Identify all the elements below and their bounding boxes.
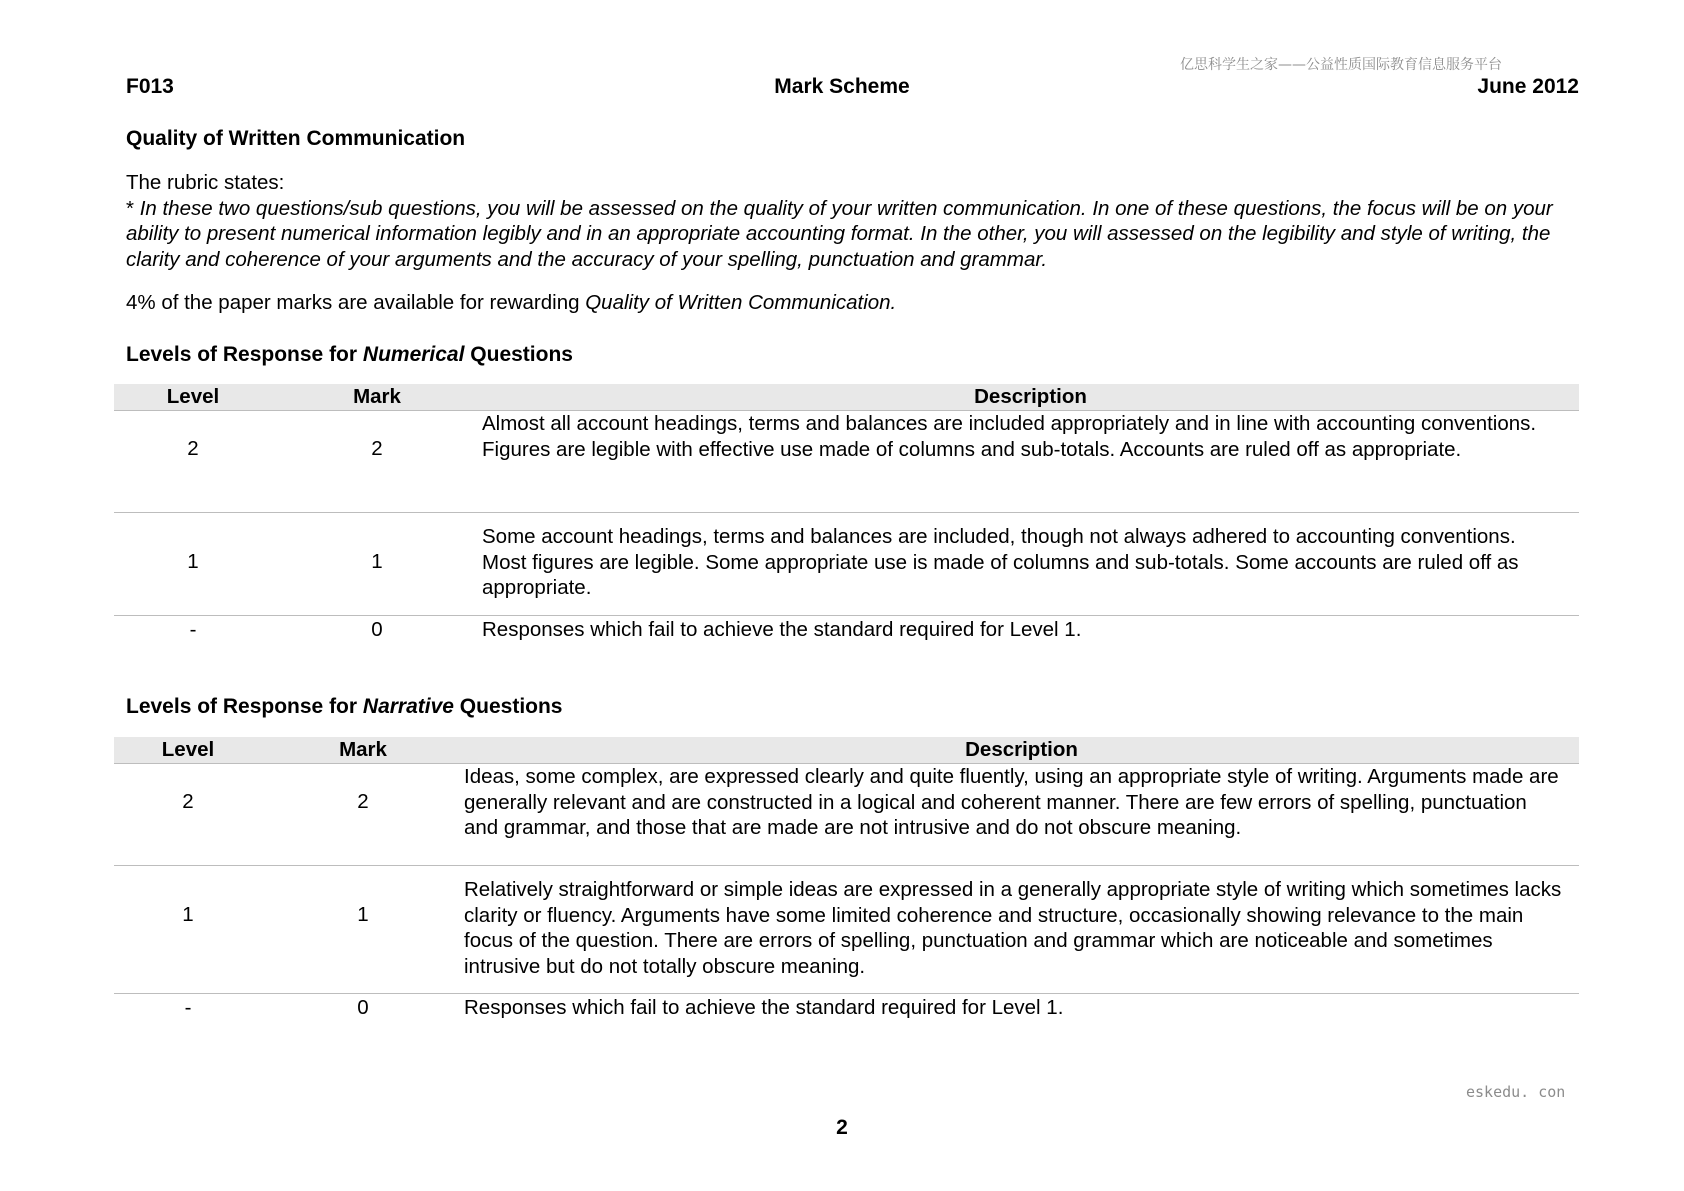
narrative-title-before: Levels of Response for xyxy=(126,695,363,718)
table-header-row xyxy=(114,384,1579,411)
level-cell: 1 xyxy=(114,866,262,994)
watermark-bottom: eskedu. con xyxy=(1466,1083,1566,1101)
numerical-title-before: Levels of Response for xyxy=(126,343,363,366)
rubric-paragraph xyxy=(126,170,1566,272)
numerical-title-after: Questions xyxy=(464,343,573,366)
col-header-mark: Mark xyxy=(272,384,482,411)
mark-cell: 2 xyxy=(272,411,482,513)
rubric-intro: The rubric states: xyxy=(126,171,285,194)
description-cell: Almost all account headings, terms and balances are included appropriately and in line with accounting conventions. Figures are legible with effective use made of columns and sub-totals. Accounts are ruled off as appropriate. xyxy=(482,411,1579,513)
page-number: 2 xyxy=(836,1116,848,1139)
col-header-mark: Mark xyxy=(262,737,464,764)
description-cell: Ideas, some complex, are expressed clearly and quite fluently, using an appropriate style of writing. Arguments made are generally relevant and are constructed in a logical and coherent manner. There are few errors of spelling, punctuation and grammar, and those that are made are not intrusive and do not obscure meaning. xyxy=(464,764,1579,866)
level-cell: 2 xyxy=(114,411,272,513)
qwc-title: Quality of Written Communication xyxy=(126,127,466,150)
col-header-description: Description xyxy=(464,737,1579,764)
mark-cell: 1 xyxy=(262,866,464,994)
paper-code: F013 xyxy=(126,75,174,98)
rubric-star: * xyxy=(126,196,140,220)
mark-cell: 0 xyxy=(357,996,369,1019)
table-row xyxy=(114,764,1579,866)
level-cell: - xyxy=(184,996,192,1019)
marks-paragraph xyxy=(126,290,1566,316)
numerical-title-italic: Numerical xyxy=(362,343,465,366)
table-row xyxy=(114,513,1579,616)
marks-text-italic: Quality of Written Communication. xyxy=(585,291,897,314)
narrative-title xyxy=(126,695,563,719)
description-cell: Responses which fail to achieve the standard required for Level 1. xyxy=(464,996,1064,1019)
description-cell: Responses which fail to achieve the standard required for Level 1. xyxy=(482,618,1082,641)
mark-cell: 1 xyxy=(272,513,482,616)
mark-cell: 0 xyxy=(371,618,383,641)
description-cell: Some account headings, terms and balances are included, though not always adhered to accounting conventions. Most figures are legible. Some appropriate use is made of columns and sub-totals. Some accounts are ruled off as appropriate. xyxy=(482,513,1579,616)
level-cell: 2 xyxy=(114,764,262,866)
exam-date: June 2012 xyxy=(1477,75,1579,98)
table-row xyxy=(114,866,1579,994)
col-header-level: Level xyxy=(114,737,262,764)
watermark-top: 亿思科学生之家——公益性质国际教育信息服务平台 xyxy=(1180,57,1502,73)
table-row xyxy=(114,616,1579,643)
numerical-table xyxy=(114,384,1579,643)
level-cell: 1 xyxy=(114,513,272,616)
description-cell: Relatively straightforward or simple ideas are expressed in a generally appropriate style of writing which sometimes lacks clarity or fluency. Arguments have some limited coherence and structure, occasionally showing relevance to the main focus of the question. There are errors of spelling, punctuation and grammar which are noticeable and sometimes intrusive but do not totally obscure meaning. xyxy=(464,866,1579,994)
document-title: Mark Scheme xyxy=(774,75,910,98)
rubric-quote xyxy=(126,196,1566,273)
table-row xyxy=(114,411,1579,513)
rubric-text: In these two questions/sub questions, you will be assessed on the quality of your written communication. In one of these questions, the focus will be on your ability to present numerical information legibly and in an appropriate accounting format. In the other, you will assessed on the legibility and style of writing, the clarity and coherence of your arguments and the accuracy of your spelling, punctuation and grammar. xyxy=(126,196,1553,271)
marks-text: 4% of the paper marks are available for rewarding xyxy=(126,291,586,314)
numerical-title xyxy=(126,343,573,367)
col-header-level: Level xyxy=(114,384,272,411)
narrative-title-italic: Narrative xyxy=(362,695,454,718)
narrative-title-after: Questions xyxy=(453,695,563,718)
table-header-row xyxy=(114,737,1579,764)
col-header-description: Description xyxy=(482,384,1579,411)
level-cell: - xyxy=(189,618,197,641)
narrative-table xyxy=(114,737,1579,1021)
mark-cell: 2 xyxy=(262,764,464,866)
table-row xyxy=(114,994,1579,1021)
